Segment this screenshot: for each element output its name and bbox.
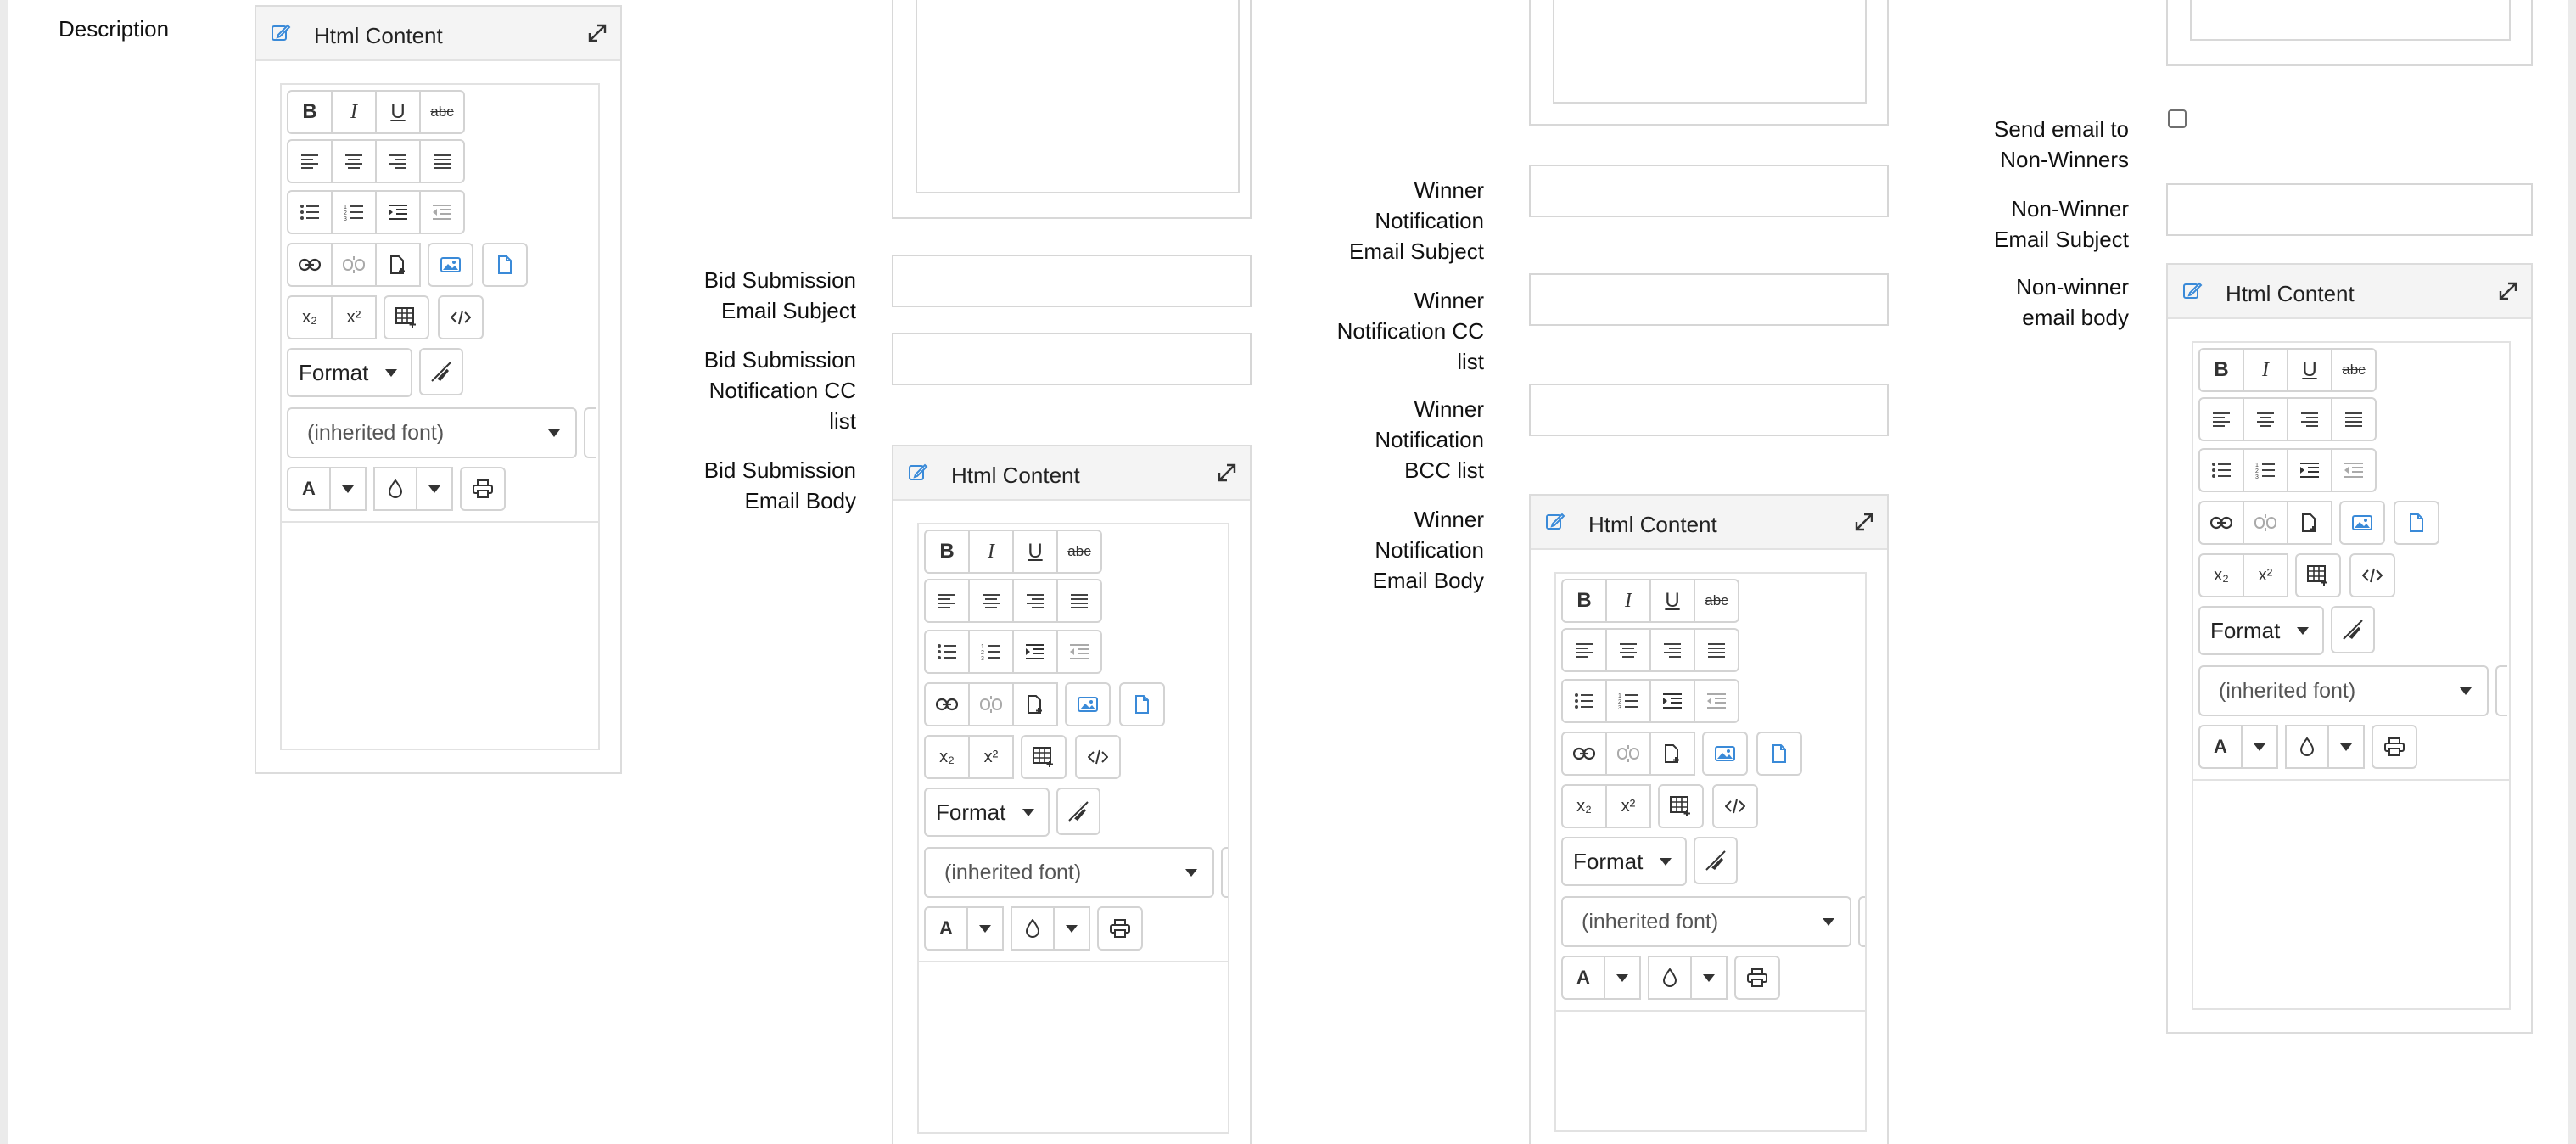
table-icon[interactable] (1658, 784, 1704, 828)
format-dropdown[interactable]: Format (2198, 606, 2324, 655)
align-right-button[interactable] (1649, 628, 1695, 672)
image-icon[interactable] (428, 243, 473, 287)
font-color-button[interactable]: A (924, 906, 968, 951)
label-line: Notification (1375, 208, 1484, 233)
edit-icon[interactable] (2181, 279, 2204, 301)
code-icon[interactable] (438, 295, 484, 339)
code-icon[interactable] (2349, 553, 2395, 597)
unlink-icon[interactable] (968, 682, 1014, 726)
font-color-button[interactable]: A (1561, 956, 1605, 1000)
label-line: Send email to (1994, 116, 2129, 142)
toolbar-row-insert (924, 682, 1165, 726)
label-line: Email Body (744, 488, 856, 513)
outdent-icon[interactable] (419, 190, 465, 234)
bid-cc-label (652, 345, 856, 436)
outdent-icon[interactable] (1056, 630, 1102, 674)
winner-cc-label (1272, 285, 1484, 377)
numbered-list-icon[interactable] (331, 190, 377, 234)
font-color-button[interactable]: A (2198, 725, 2243, 769)
toolbar-row-text-style (924, 530, 1102, 574)
print-icon[interactable] (460, 467, 506, 511)
chevron-down-icon (1823, 918, 1834, 926)
editor-title: Html Content (314, 23, 443, 48)
chevron-down-icon (1703, 974, 1715, 982)
toolbar-row-text-style (1561, 579, 1739, 623)
link-icon[interactable] (924, 682, 970, 726)
editor-header (1531, 496, 1887, 550)
toolbar-divider (2193, 779, 2509, 781)
font-family-select[interactable]: (inherited font) (924, 847, 1214, 898)
bid-subject-input[interactable] (892, 255, 1252, 307)
winner-subject-label (1272, 175, 1484, 266)
non-winner-subject-input[interactable] (2166, 183, 2533, 236)
editor-body (1554, 572, 1867, 1132)
subscript-button[interactable]: x₂ (2198, 553, 2244, 597)
clear-format-icon[interactable] (1056, 788, 1100, 835)
svg-text:3: 3 (1618, 705, 1621, 709)
label-line: email body (2022, 305, 2129, 330)
font-size-select[interactable] (1221, 847, 1229, 898)
new-document-icon[interactable] (2287, 501, 2332, 545)
font-color-dropdown[interactable] (329, 467, 367, 511)
bold-button[interactable]: B (1561, 579, 1607, 623)
label-line: Winner (1414, 177, 1484, 203)
superscript-button[interactable]: x² (1605, 784, 1651, 828)
align-left-button[interactable] (1561, 628, 1607, 672)
outdent-icon[interactable] (1694, 679, 1739, 723)
svg-text:3: 3 (981, 656, 984, 660)
chevron-down-icon (1066, 925, 1078, 933)
label-line: Winner (1414, 288, 1484, 313)
svg-text:1: 1 (2255, 463, 2259, 468)
label-line: Bid Submission (703, 267, 856, 293)
indent-icon[interactable] (1012, 630, 1058, 674)
toolbar-row-color (1561, 956, 1780, 1000)
label-line: Email Body (1372, 568, 1484, 593)
send-non-winners-label (1917, 114, 2129, 175)
image-icon[interactable] (1702, 732, 1748, 776)
font-color-dropdown[interactable] (966, 906, 1004, 951)
winner-cc-input[interactable] (1529, 273, 1889, 326)
align-center-button[interactable] (968, 579, 1014, 623)
bold-button[interactable]: B (924, 530, 970, 574)
table-icon[interactable] (1021, 735, 1067, 779)
font-size-select[interactable] (2495, 665, 2507, 716)
format-dropdown[interactable]: Format (1561, 837, 1687, 886)
form-page (8, 0, 2568, 1144)
file-icon[interactable] (2394, 501, 2439, 545)
align-center-button[interactable] (1605, 628, 1651, 672)
italic-button[interactable]: I (331, 90, 377, 134)
link-icon[interactable] (1561, 732, 1607, 776)
editor-title: Html Content (2226, 281, 2355, 306)
editor-header (893, 446, 1250, 501)
toolbar-row-lists (1561, 679, 1739, 723)
strikethrough-button[interactable]: abc (2331, 348, 2377, 392)
editor-title: Html Content (951, 463, 1080, 488)
background-color-dropdown[interactable] (1053, 906, 1090, 951)
toolbar-row-font (924, 847, 1229, 898)
unlink-icon[interactable] (1605, 732, 1651, 776)
toolbar-row-font (287, 407, 596, 458)
label-line: list (829, 408, 856, 434)
font-size-select[interactable] (584, 407, 596, 458)
toolbar-row-format (924, 788, 1100, 837)
editor-title: Html Content (1588, 512, 1717, 537)
bullet-list-icon[interactable] (287, 190, 333, 234)
font-size-select[interactable] (1858, 896, 1867, 947)
label-line: Non-winner (2016, 274, 2129, 300)
toolbar-divider (282, 521, 598, 523)
chevron-down-icon (979, 925, 991, 933)
chevron-down-icon (1185, 869, 1197, 877)
numbered-list-icon[interactable] (1605, 679, 1651, 723)
non-winner-body-editor[interactable] (2166, 263, 2533, 1034)
upper-editor-content-4 (2190, 0, 2511, 41)
new-document-icon[interactable] (375, 243, 421, 287)
superscript-button[interactable]: x² (331, 295, 377, 339)
superscript-button[interactable]: x² (2243, 553, 2288, 597)
file-icon[interactable] (1119, 682, 1165, 726)
toolbar-row-color (924, 906, 1143, 951)
label-line: Email Subject (721, 298, 856, 323)
chevron-down-icon (342, 485, 354, 493)
editor-body (2192, 341, 2511, 1010)
bid-subject-label (652, 265, 856, 326)
subscript-button[interactable]: x₂ (924, 735, 970, 779)
editor-body (280, 83, 600, 750)
chevron-down-icon (385, 369, 397, 377)
label-line: Notification (1375, 537, 1484, 563)
svg-text:1: 1 (1618, 693, 1621, 699)
description-label: Description (59, 16, 170, 42)
expand-icon[interactable] (1216, 462, 1238, 484)
underline-button[interactable]: U (1012, 530, 1058, 574)
toolbar-row-text-style (287, 90, 465, 134)
file-icon[interactable] (1756, 732, 1802, 776)
upper-editor-content-2 (916, 0, 1240, 193)
file-icon[interactable] (482, 243, 528, 287)
subscript-button[interactable]: x₂ (1561, 784, 1607, 828)
justify-button[interactable] (419, 139, 465, 183)
upper-editor-content-3 (1553, 0, 1867, 104)
strikethrough-button[interactable]: abc (1694, 579, 1739, 623)
underline-button[interactable]: U (375, 90, 421, 134)
svg-text:1: 1 (981, 644, 984, 650)
color-drop-icon[interactable] (2285, 725, 2329, 769)
font-color-dropdown[interactable] (1604, 956, 1641, 1000)
label-line: Bid Submission (703, 457, 856, 483)
expand-icon[interactable] (1853, 511, 1875, 533)
color-drop-icon[interactable] (373, 467, 417, 511)
toolbar-row-align (1561, 628, 1739, 672)
chevron-down-icon (1022, 809, 1034, 816)
link-icon[interactable] (2198, 501, 2244, 545)
label-line: Winner (1414, 396, 1484, 422)
winner-body-editor[interactable] (1529, 494, 1889, 1144)
link-icon[interactable] (287, 243, 333, 287)
background-color-dropdown[interactable] (416, 467, 453, 511)
svg-text:3: 3 (2255, 474, 2259, 479)
clear-format-icon[interactable] (2331, 606, 2375, 653)
editor-header (2168, 265, 2531, 319)
toolbar-row-font (1561, 896, 1867, 947)
non-winner-subject-label (1917, 193, 2129, 255)
color-drop-icon[interactable] (1648, 956, 1692, 1000)
toolbar-row-color (2198, 725, 2417, 769)
toolbar-divider (1556, 1010, 1865, 1012)
bold-button[interactable]: B (287, 90, 333, 134)
indent-icon[interactable] (375, 190, 421, 234)
code-icon[interactable] (1075, 735, 1121, 779)
toolbar-row-align (2198, 397, 2377, 441)
new-document-icon[interactable] (1012, 682, 1058, 726)
subscript-button[interactable]: x₂ (287, 295, 333, 339)
winner-bcc-label (1272, 394, 1484, 485)
toolbar-row-misc (287, 295, 484, 339)
label-line: Notification CC (1336, 318, 1484, 344)
svg-text:3: 3 (344, 216, 347, 221)
clear-format-icon[interactable] (1694, 837, 1738, 884)
superscript-button[interactable]: x² (968, 735, 1014, 779)
font-family-select[interactable]: (inherited font) (1561, 896, 1851, 947)
label-line: Bid Submission (703, 347, 856, 373)
svg-text:2: 2 (344, 210, 347, 216)
print-icon[interactable] (1097, 906, 1143, 951)
toolbar-row-align (924, 579, 1102, 623)
svg-text:2: 2 (1618, 699, 1621, 705)
bid-cc-input[interactable] (892, 333, 1252, 385)
numbered-list-icon[interactable] (968, 630, 1014, 674)
label-line: Notification CC (708, 378, 856, 403)
align-right-button[interactable] (1012, 579, 1058, 623)
outdent-icon[interactable] (2331, 448, 2377, 492)
winner-body-label (1272, 504, 1484, 596)
toolbar-row-misc (924, 735, 1121, 779)
print-icon[interactable] (1734, 956, 1780, 1000)
italic-button[interactable]: I (968, 530, 1014, 574)
toolbar-row-text-style (2198, 348, 2377, 392)
unlink-icon[interactable] (2243, 501, 2288, 545)
table-icon[interactable] (384, 295, 429, 339)
new-document-icon[interactable] (1649, 732, 1695, 776)
toolbar-divider (919, 961, 1228, 962)
strikethrough-button[interactable]: abc (1056, 530, 1102, 574)
bid-body-editor[interactable] (892, 445, 1252, 1144)
chevron-down-icon (2254, 743, 2265, 751)
toolbar-row-misc (1561, 784, 1758, 828)
editor-body (917, 523, 1229, 1134)
align-center-button[interactable] (331, 139, 377, 183)
label-line: Winner (1414, 507, 1484, 532)
chevron-down-icon (1616, 974, 1628, 982)
toolbar-row-lists (924, 630, 1102, 674)
bullet-list-icon[interactable] (924, 630, 970, 674)
label-line: list (1457, 349, 1484, 374)
numbered-list-icon[interactable] (2243, 448, 2288, 492)
toolbar-row-format (2198, 606, 2375, 655)
bid-body-label (652, 455, 856, 516)
expand-icon[interactable] (586, 22, 608, 44)
toolbar-row-color (287, 467, 506, 511)
toolbar-row-format (1561, 837, 1738, 886)
background-color-dropdown[interactable] (1690, 956, 1728, 1000)
bullet-list-icon[interactable] (1561, 679, 1607, 723)
align-left-button[interactable] (2198, 397, 2244, 441)
strikethrough-button[interactable]: abc (419, 90, 465, 134)
edit-icon[interactable] (907, 461, 929, 483)
label-line: Non-Winner (2011, 196, 2129, 222)
edit-icon[interactable] (270, 21, 292, 43)
background-color-dropdown[interactable] (2327, 725, 2365, 769)
italic-button[interactable]: I (1605, 579, 1651, 623)
chevron-down-icon (548, 429, 560, 437)
expand-icon[interactable] (2497, 280, 2519, 302)
justify-button[interactable] (2331, 397, 2377, 441)
bold-button[interactable]: B (2198, 348, 2244, 392)
table-icon[interactable] (2295, 553, 2341, 597)
label-line: Non-Winners (2000, 147, 2129, 172)
font-family-select[interactable]: (inherited font) (2198, 665, 2489, 716)
underline-button[interactable]: U (1649, 579, 1695, 623)
toolbar-row-format (287, 348, 463, 397)
toolbar-row-misc (2198, 553, 2395, 597)
label-line: Email Subject (1349, 238, 1484, 264)
toolbar-row-lists (2198, 448, 2377, 492)
winner-bcc-input[interactable] (1529, 384, 1889, 436)
underline-button[interactable]: U (2287, 348, 2332, 392)
code-icon[interactable] (1712, 784, 1758, 828)
toolbar-row-font (2198, 665, 2507, 716)
label-line: BCC list (1404, 457, 1484, 483)
chevron-down-icon (1660, 858, 1672, 866)
toolbar-row-align (287, 139, 465, 183)
svg-text:2: 2 (2255, 468, 2259, 474)
image-icon[interactable] (1065, 682, 1111, 726)
align-right-button[interactable] (2287, 397, 2332, 441)
svg-text:1: 1 (344, 205, 347, 210)
align-left-button[interactable] (287, 139, 333, 183)
color-drop-icon[interactable] (1011, 906, 1055, 951)
print-icon[interactable] (2372, 725, 2417, 769)
non-winner-body-label (1917, 272, 2129, 333)
toolbar-row-insert (2198, 501, 2439, 545)
toolbar-row-lists (287, 190, 465, 234)
format-dropdown[interactable]: Format (924, 788, 1050, 837)
chevron-down-icon (2460, 687, 2472, 695)
toolbar-row-insert (287, 243, 528, 287)
indent-icon[interactable] (2287, 448, 2332, 492)
justify-button[interactable] (1694, 628, 1739, 672)
description-editor[interactable] (255, 5, 622, 774)
font-color-dropdown[interactable] (2241, 725, 2278, 769)
editor-header (256, 7, 620, 61)
format-dropdown[interactable]: Format (287, 348, 412, 397)
align-center-button[interactable] (2243, 397, 2288, 441)
italic-button[interactable]: I (2243, 348, 2288, 392)
indent-icon[interactable] (1649, 679, 1695, 723)
send-non-winners-checkbox[interactable] (2168, 109, 2187, 128)
clear-format-icon[interactable] (419, 348, 463, 395)
font-color-button[interactable]: A (287, 467, 331, 511)
chevron-down-icon (2297, 627, 2309, 635)
chevron-down-icon (428, 485, 440, 493)
justify-button[interactable] (1056, 579, 1102, 623)
svg-text:2: 2 (981, 650, 984, 656)
bullet-list-icon[interactable] (2198, 448, 2244, 492)
winner-subject-input[interactable] (1529, 165, 1889, 217)
label-line: Notification (1375, 427, 1484, 452)
label-line: Email Subject (1994, 227, 2129, 252)
edit-icon[interactable] (1544, 510, 1566, 532)
unlink-icon[interactable] (331, 243, 377, 287)
align-left-button[interactable] (924, 579, 970, 623)
align-right-button[interactable] (375, 139, 421, 183)
image-icon[interactable] (2339, 501, 2385, 545)
chevron-down-icon (2340, 743, 2352, 751)
toolbar-row-insert (1561, 732, 1802, 776)
font-family-select[interactable]: (inherited font) (287, 407, 577, 458)
